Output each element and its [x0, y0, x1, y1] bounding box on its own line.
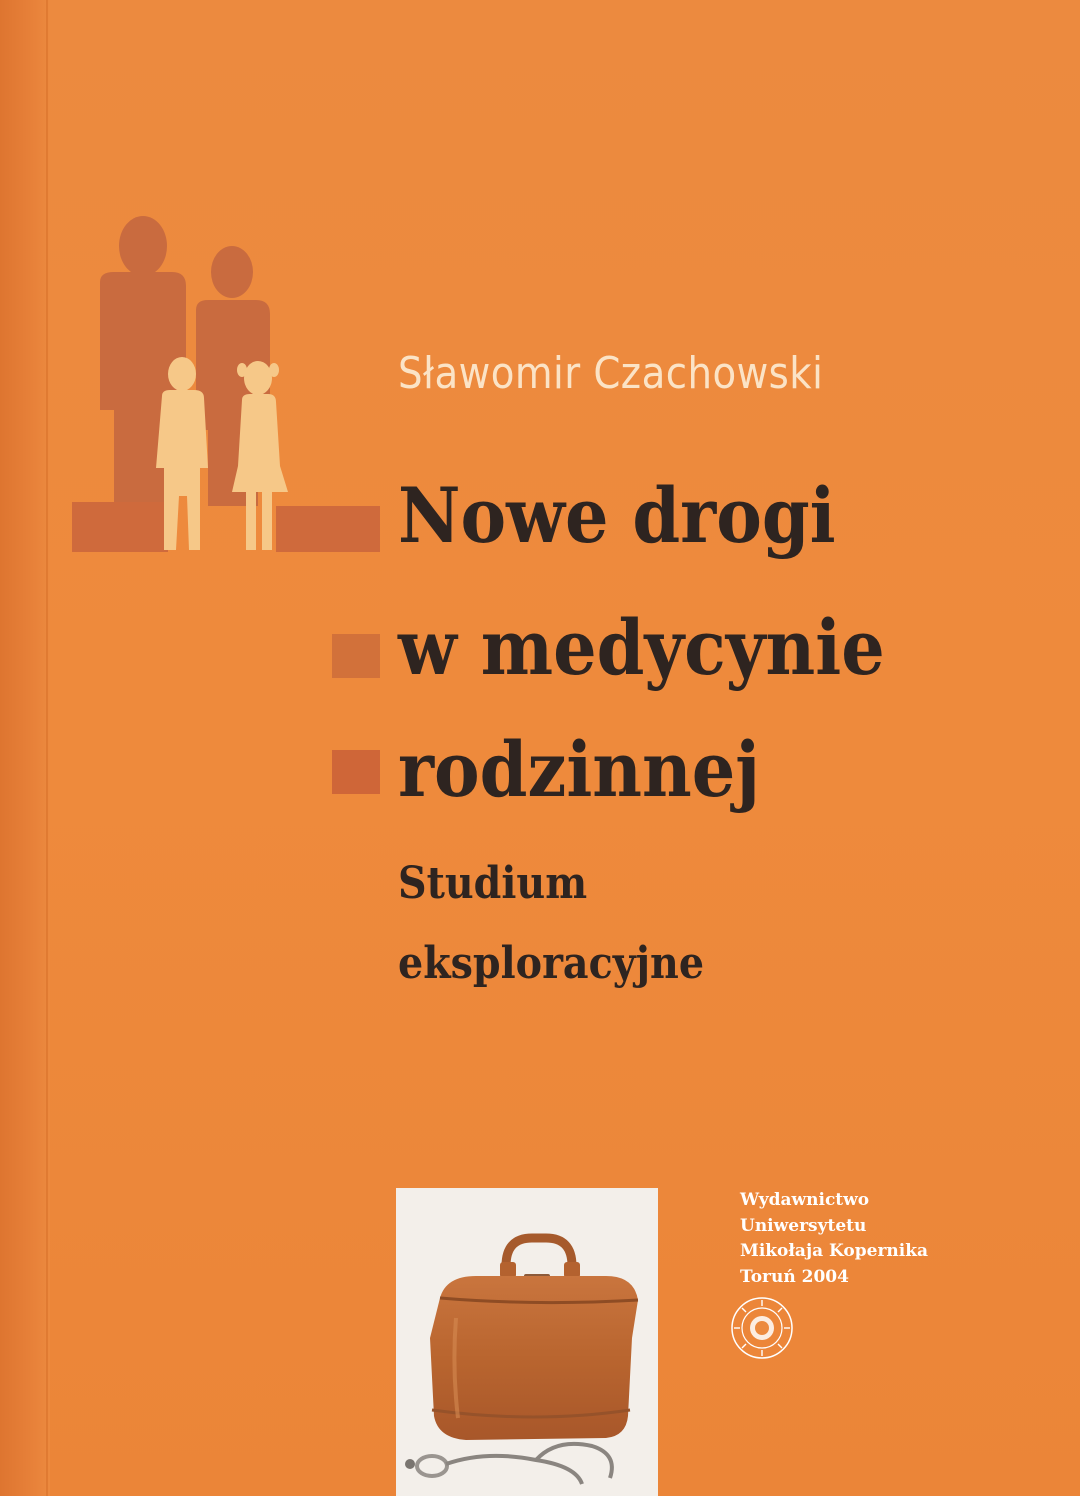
doctor-bag-photo	[396, 1188, 658, 1496]
spine-crease	[46, 0, 48, 1496]
subtitle-line: Studium	[398, 858, 588, 909]
base-bar-left	[72, 502, 168, 552]
university-seal-icon	[730, 1296, 794, 1360]
author-name: Sławomir Czachowski	[398, 348, 824, 399]
title-line: rodzinnej	[398, 725, 761, 814]
publisher-line: Wydawnictwo	[740, 1190, 870, 1210]
publisher-line: Mikołaja Kopernika	[740, 1241, 929, 1261]
title-line: w medycynie	[398, 603, 885, 692]
publisher-line: Uniwersytetu	[740, 1215, 867, 1236]
family-silhouette-illustration	[70, 210, 390, 555]
publisher-info	[740, 1188, 928, 1290]
publisher-line: Toruń 2004	[740, 1266, 849, 1287]
title-bullet-square	[332, 750, 380, 794]
doctor-bag-icon	[396, 1188, 658, 1496]
base-bar-right	[276, 506, 380, 552]
title-bullet-square	[332, 634, 380, 678]
subtitle-line: eksploracyjne	[398, 938, 705, 989]
title-line: Nowe drogi	[398, 471, 836, 560]
spine-edge	[0, 0, 50, 1496]
